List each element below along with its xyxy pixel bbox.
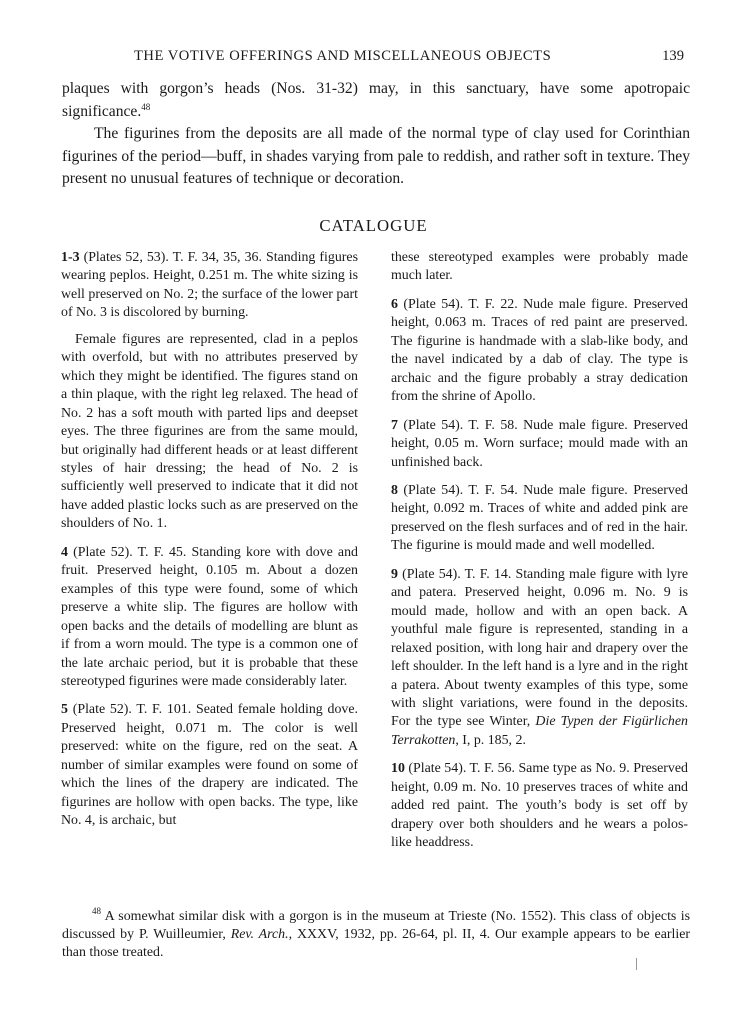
catalogue-entry-10: 10 (Plate 54). T. F. 56. Same type as No. 9. Preserved height, 0.09 m. No. 10 preserves traces of white and added red paint. The youth’s body is set off by drapery over both shoulders and he wears a polos-like headdress. — [391, 761, 688, 851]
entry-number: 6 — [391, 296, 398, 312]
entry-number: 9 — [391, 566, 398, 582]
intro-paragraph-2: The figurines from the deposits are all made of the normal type of clay used for Corinthian figurines of the period—buff, in shades varying from pale to reddish, and rather soft in texture. They present no unusual features of technique or decoration. — [62, 125, 690, 188]
catalogue-entry-9: 9 (Plate 54). T. F. 14. Standing male figure with lyre and patera. Preserved height, 0.096 m. No. 9 is mould made, hollow and with an open back. A youthful male figure is represented, standing in a relaxed position, with long hair and drapery over the left shoulder. In the left hand is a lyre and in the right a patera. About twenty examples of this type, some with slight variations, were found in the deposits. For the type see Winter, Die Typen der Figürlichen Terrakotten, I, p. 185, 2. — [391, 566, 688, 748]
section-title: CATALOGUE — [319, 216, 428, 235]
entry-number: 8 — [391, 482, 398, 498]
page-header — [62, 48, 690, 70]
entry-number: 1-3 — [61, 250, 80, 265]
intro-paragraph-1: plaques with gorgon’s heads (Nos. 31-32) may, in this sanctuary, have some apotropaic significance.$^{48}$ — [62, 80, 690, 120]
catalogue-entry-1-3-description: Female figures are represented, clad in a peplos with overfold, but with no attributes preserved by which they might be identified. The figures stand on a thin plaque, with the right leg relaxed. The head of No. 2 has a soft mouth with parted lips and deepset eyes. The three figurines are from the same mould, but originally had different heads or at least different styles of hair dressing; the head of No. 2 is sufficiently well preserved to indicate that it did not have added plastic locks such as are preserved on the shoulders of No. 1. — [61, 331, 358, 532]
catalogue-entry-8: 8 (Plate 54). T. F. 54. Nude male figure. Preserved height, 0.092 m. Traces of white and added pink are preserved on the flesh surfaces and of red in the hair. The figurine is mould made and well modelled. — [391, 482, 688, 554]
catalogue-entry-5: 5 (Plate 52). T. F. 101. Seated female holding dove. Preserved height, 0.071 m. The color is well preserved: white on the figure, red on the seat. A number of similar examples were found on some of which the lines of the drapery are indicated. The figurines are hollow with open backs. The type, like No. 4, is archaic, but — [61, 702, 358, 829]
entry-number: 10 — [391, 761, 405, 777]
entry-number: 4 — [61, 544, 68, 560]
intro-text — [62, 78, 690, 191]
catalogue-entry-7: 7 (Plate 54). T. F. 58. Nude male figure. Preserved height, 0.05 m. Worn surface; mould made with an unfinished back. — [391, 417, 688, 470]
running-head: THE VOTIVE OFFERINGS AND MISCELLANEOUS OBJECTS — [134, 48, 552, 64]
entry-number: 7 — [391, 417, 398, 433]
right-column — [391, 249, 688, 863]
footnote-ref-48: 48 — [141, 101, 151, 112]
book-title: Die Typen der Figürlichen Terrakotten — [391, 714, 688, 748]
footnote-48: $^{48}$ A somewhat similar disk with a gorgon is in the museum at Trieste (No. 1552). This class of objects is discussed by P. Wuilleumier, Rev. Arch., XXXV, 1932, pp. 26-64, pl. II, 4. Our example appears to be earlier than those treated. — [62, 906, 690, 961]
catalogue-entry-1-3: 1-3 (Plates 52, 53). T. F. 34, 35, 36. Standing figures wearing peplos. Height, 0.251 m. The white sizing is well preserved on No. 2; the surface of the lower part of No. 3 is discolored by burning. — [61, 250, 358, 321]
entry-number: 5 — [61, 702, 68, 718]
left-column — [61, 249, 358, 841]
journal-title: Rev. Arch. — [230, 927, 289, 943]
footnote-number: 48 — [92, 906, 101, 916]
catalogue-entry-5-continued: these stereotyped examples were probably made much later. — [391, 250, 688, 284]
catalogue-entry-6: 6 (Plate 54). T. F. 22. Nude male figure. Preserved height, 0.063 m. Traces of red paint are preserved. The figurine is handmade with a slab-like body, and the navel indicated by a dab of clay. The type is archaic and the figure probably a stray dedication from the shrine of Apollo. — [391, 296, 688, 405]
scan-mark — [636, 958, 637, 970]
catalogue-entry-4: 4 (Plate 52). T. F. 45. Standing kore with dove and fruit. Preserved height, 0.105 m. About a dozen examples of this type were found, some of which preserve a white slip. The figures are hollow with open backs and the details of modelling are blunt as if from a worn mould. The type is a common one of the late archaic period, but it is probable that these stereotyped figurines were made considerably later. — [61, 544, 358, 689]
page-number: 139 — [662, 48, 684, 64]
